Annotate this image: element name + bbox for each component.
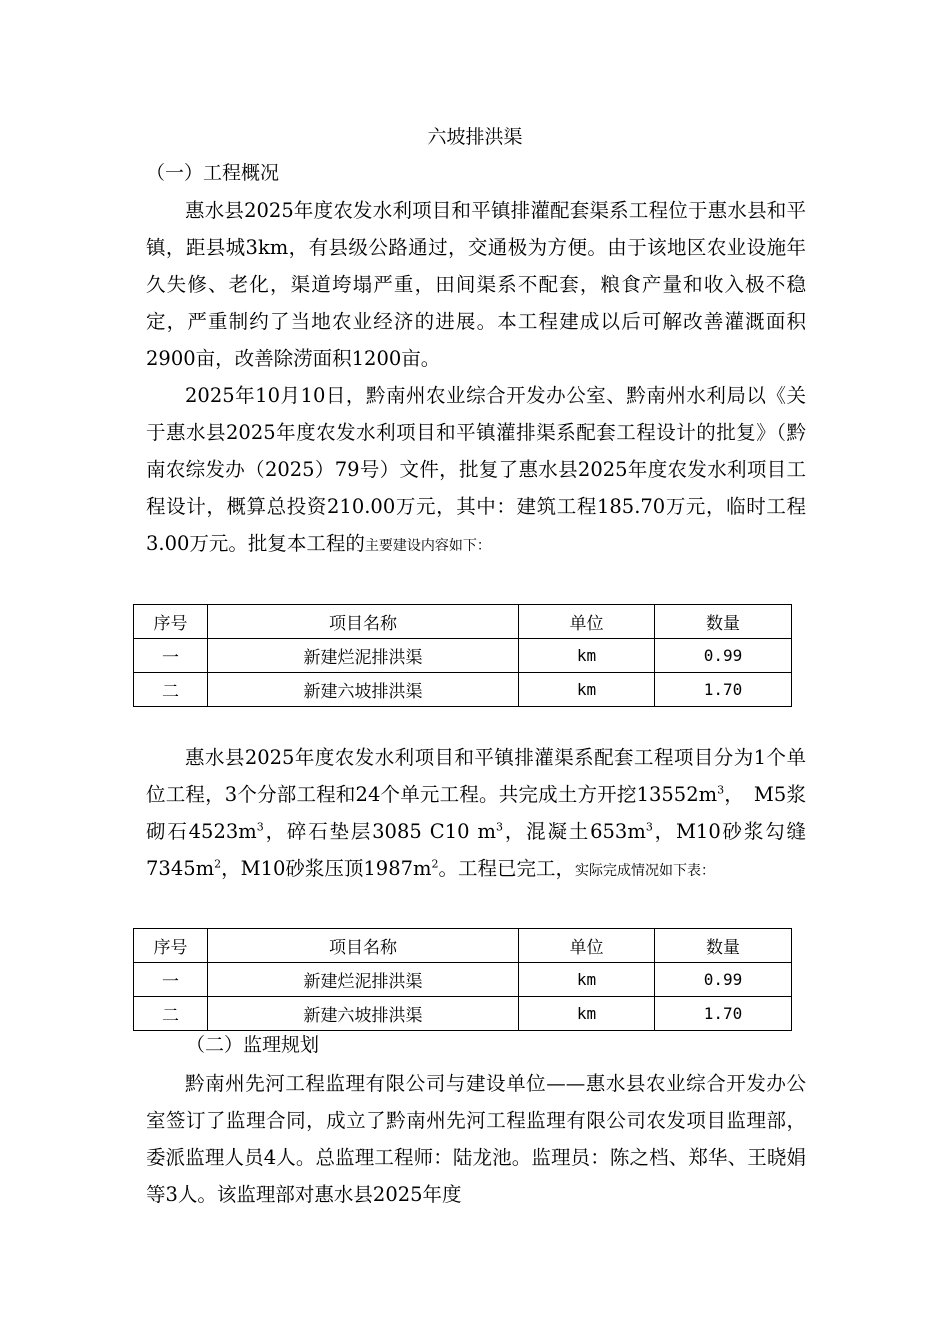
- superscript: 3: [496, 820, 504, 834]
- construction-content-table: [133, 604, 792, 707]
- header-cell: 序号: [134, 605, 208, 639]
- superscript: 2: [214, 857, 222, 871]
- superscript: 2: [431, 857, 439, 871]
- header-cell: 序号: [134, 929, 208, 963]
- table-cell: km: [519, 963, 655, 997]
- table-row: [134, 963, 792, 997]
- paragraph-approval-tail: 主要建设内容如下：: [364, 538, 491, 554]
- table-cell: km: [519, 639, 655, 673]
- paragraph-approval: [146, 377, 806, 565]
- completion-text: ，碎石垫层3085 C10 m: [263, 820, 497, 843]
- completion-text: 惠水县2025年度农发水利项目和平镇排灌渠系配套工程项目分为1个单位工程，3个分部工程和24个单元工程。共完成土方开挖13552m: [146, 746, 806, 806]
- document-title: 六坡排洪渠: [427, 126, 523, 148]
- table-cell: 0.99: [655, 963, 792, 997]
- completion-text: ，混凝土653m: [503, 820, 646, 843]
- completion-text: ，M10砂浆勾缝7345m: [146, 820, 807, 880]
- superscript: 3: [717, 783, 725, 797]
- table-header-row: [134, 929, 792, 963]
- table-header-row: [134, 605, 792, 639]
- table-cell: 1.70: [655, 673, 792, 707]
- table-cell: 新建烂泥排洪渠: [208, 639, 519, 673]
- header-cell: 数量: [655, 605, 792, 639]
- table-row: [134, 673, 792, 707]
- header-cell: 单位: [519, 929, 655, 963]
- completion-text: 。工程已完工，: [438, 857, 576, 880]
- table-row: [134, 639, 792, 673]
- superscript: 3: [256, 820, 264, 834]
- completion-tail: 实际完成情况如下表：: [575, 863, 716, 879]
- paragraph-supervision: 黔南州先河工程监理有限公司与建设单位——惠水县农业综合开发办公室签订了监理合同，成立了黔南州先河工程监理有限公司农发项目监理部，委派监理人员4人。总监理工程师：陆龙池。监理员：陈之档、郑华、王晓娟等3人。该监理部对惠水县2025年度: [146, 1072, 806, 1206]
- completion-table: [133, 928, 792, 1031]
- table-cell: 二: [134, 673, 208, 707]
- completion-text: ，M10砂浆压顶1987m: [221, 857, 432, 880]
- header-cell: 项目名称: [208, 929, 519, 963]
- header-cell: 单位: [519, 605, 655, 639]
- table-row: [134, 997, 792, 1031]
- section-heading-overview: （一）工程概况: [146, 162, 280, 184]
- table-cell: 一: [134, 963, 208, 997]
- section-heading-supervision: （二）监理规划: [186, 1034, 320, 1056]
- header-cell: 数量: [655, 929, 792, 963]
- paragraph-approval-text: 2025年10月10日，黔南州农业综合开发办公室、黔南州水利局以《关于惠水县2025年度农发水利项目和平镇灌排渠系配套工程设计的批复》（黔南农综发办（2025）79号）文件，批复了惠水县2025年度农发水利项目工程设计，概算总投资210.00万元，其中：建筑工程185.70万元，临时工程3.00万元。批复本工程的: [146, 384, 806, 555]
- superscript: 3: [645, 820, 653, 834]
- table-cell: 0.99: [655, 639, 792, 673]
- table-cell: 新建六坡排洪渠: [208, 673, 519, 707]
- table-cell: 一: [134, 639, 208, 673]
- completion-text: ， M5浆砌石4523m: [146, 783, 806, 843]
- paragraph-completion: [146, 739, 806, 890]
- table-cell: km: [519, 997, 655, 1031]
- header-cell: 项目名称: [208, 605, 519, 639]
- table-cell: km: [519, 673, 655, 707]
- table-cell: 新建烂泥排洪渠: [208, 963, 519, 997]
- table-cell: 新建六坡排洪渠: [208, 997, 519, 1031]
- paragraph-project-location: 惠水县2025年度农发水利项目和平镇排灌配套渠系工程位于惠水县和平镇，距县城3km，有县级公路通过，交通极为方便。由于该地区农业设施年久失修、老化，渠道垮塌严重，田间渠系不配套，粮食产量和收入极不稳定，严重制约了当地农业经济的进展。本工程建成以后可解改善灌溉面积2900亩，改善除涝面积1200亩。: [146, 199, 806, 370]
- table-cell: 二: [134, 997, 208, 1031]
- table-cell: 1.70: [655, 997, 792, 1031]
